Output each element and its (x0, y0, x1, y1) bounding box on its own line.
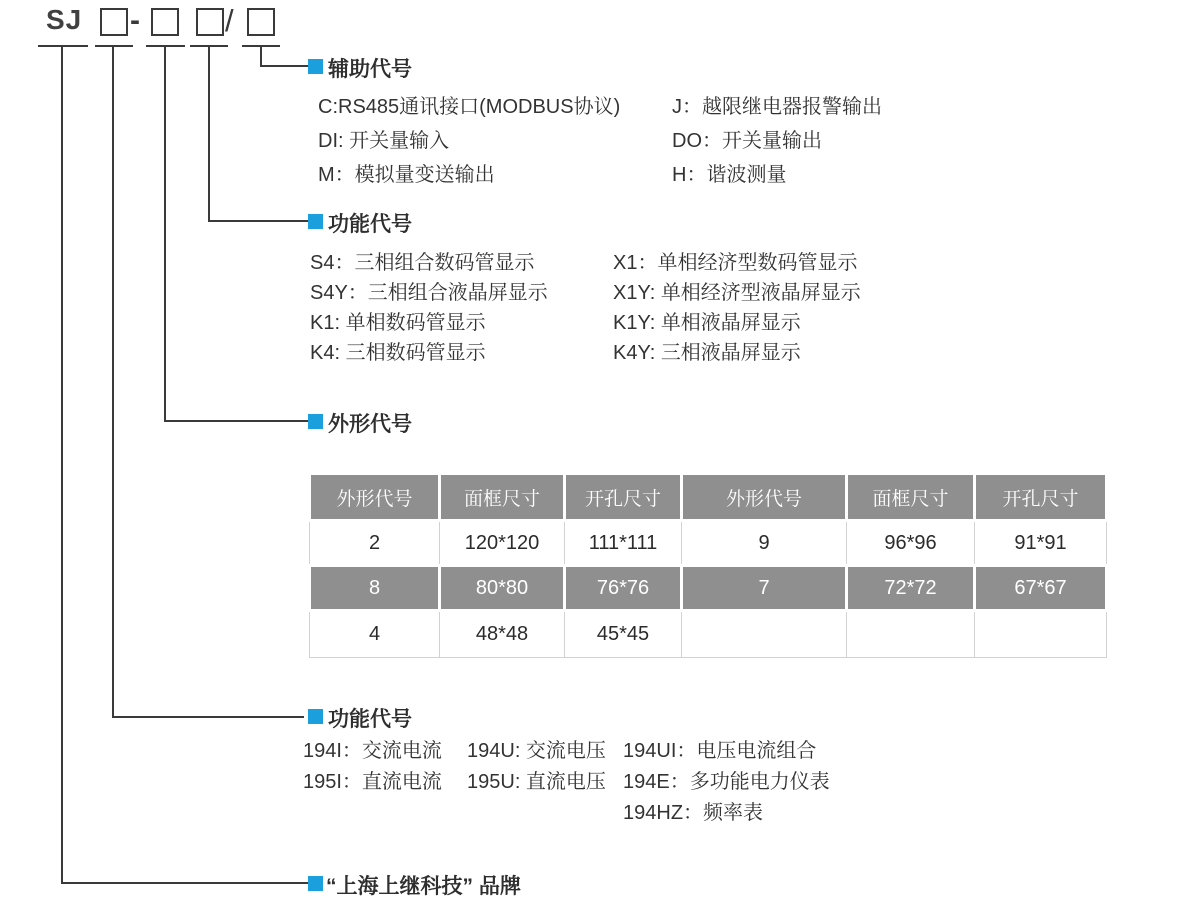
measure-item: 195I：直流电流 (303, 771, 442, 793)
connector-elbow-brand (61, 882, 308, 884)
aux-item: M：模拟量变送输出 (318, 164, 495, 186)
table-row (310, 521, 1107, 566)
model-dash: - (130, 4, 140, 37)
display-item: S4Y：三相组合液晶屏显示 (310, 282, 548, 304)
connector-vline-shape (164, 45, 166, 422)
table-cell: 9 (682, 521, 847, 566)
measure-item: 195U: 直流电压 (467, 771, 606, 793)
bullet-icon-shape (308, 414, 323, 429)
display-item: S4：三相组合数码管显示 (310, 252, 535, 274)
model-slash: / (225, 3, 234, 38)
table-cell: 91*91 (975, 521, 1107, 566)
table-row (310, 611, 1107, 658)
table-header-cell: 面框尺寸 (440, 474, 565, 521)
model-digit-box-3 (196, 8, 224, 36)
table-cell: 80*80 (440, 566, 565, 611)
bullet-icon-display (308, 214, 323, 229)
connector-vline-measure (112, 45, 114, 718)
connector-vline-display (208, 45, 210, 222)
connector-elbow-shape (164, 420, 308, 422)
table-cell: 2 (310, 521, 440, 566)
measure-item (467, 798, 623, 829)
aux-item: C:RS485通讯接口(MODBUS协议) (318, 96, 621, 118)
aux-item: H：谐波测量 (672, 164, 787, 186)
model-digit-box-2 (151, 8, 179, 36)
bullet-icon-aux (308, 59, 323, 74)
table-cell: 8 (310, 566, 440, 611)
table-header-row (310, 474, 1107, 521)
display-item: X1：单相经济型数码管显示 (613, 252, 858, 274)
table-cell (682, 611, 847, 658)
aux-item: DI: 开关量输入 (318, 130, 450, 152)
connector-vline-brand (61, 45, 63, 884)
table-header-cell: 开孔尺寸 (565, 474, 682, 521)
connector-tbar-box1 (95, 45, 133, 47)
brand-label: “上海上继科技” 品牌 (326, 875, 521, 898)
table-cell: 72*72 (847, 566, 975, 611)
model-digit-box-4 (247, 8, 275, 36)
bullet-icon-measure (308, 709, 323, 724)
connector-elbow-display (208, 220, 308, 222)
measure-item: 194E：多功能电力仪表 (623, 771, 830, 793)
table-header-cell: 开孔尺寸 (975, 474, 1107, 521)
connector-elbow-aux (260, 65, 308, 67)
table-cell: 111*111 (565, 521, 682, 566)
table-header-cell: 面框尺寸 (847, 474, 975, 521)
measure-item: 194HZ：频率表 (623, 802, 764, 824)
connector-elbow-measure (112, 716, 304, 718)
table-cell: 96*96 (847, 521, 975, 566)
measure-item: 194UI：电压电流组合 (623, 740, 817, 762)
section-title-measure: 功能代号 (328, 708, 412, 731)
table-cell: 45*45 (565, 611, 682, 658)
aux-item-list (318, 90, 882, 192)
shape-code-table (308, 472, 1108, 658)
table-cell (975, 611, 1107, 658)
display-item: X1Y: 单相经济型液晶屏显示 (613, 282, 861, 304)
table-cell: 48*48 (440, 611, 565, 658)
table-cell: 76*76 (565, 566, 682, 611)
bullet-icon-brand (308, 876, 323, 891)
table-cell (847, 611, 975, 658)
display-item: K4: 三相数码管显示 (310, 342, 486, 364)
connector-vline-aux (260, 45, 262, 67)
table-row (310, 566, 1107, 611)
table-header-cell: 外形代号 (310, 474, 440, 521)
table-cell: 7 (682, 566, 847, 611)
display-item-list (310, 248, 861, 368)
section-title-display: 功能代号 (328, 213, 412, 236)
display-item: K4Y: 三相液晶屏显示 (613, 342, 801, 364)
measure-item-list (303, 736, 830, 829)
model-prefix: SJ (46, 4, 83, 35)
section-title-shape: 外形代号 (328, 413, 412, 436)
table-cell: 120*120 (440, 521, 565, 566)
aux-item: DO：开关量输出 (672, 130, 822, 152)
display-item: K1Y: 单相液晶屏显示 (613, 312, 801, 334)
display-item: K1: 单相数码管显示 (310, 312, 486, 334)
table-cell: 4 (310, 611, 440, 658)
measure-item: 194I：交流电流 (303, 740, 442, 762)
model-digit-box-1 (100, 8, 128, 36)
connector-tbar-prefix (38, 45, 88, 47)
section-title-aux: 辅助代号 (328, 58, 412, 81)
table-header-cell: 外形代号 (682, 474, 847, 521)
measure-item (303, 798, 467, 829)
measure-item: 194U: 交流电压 (467, 740, 606, 762)
table-cell: 67*67 (975, 566, 1107, 611)
aux-item: J：越限继电器报警输出 (672, 96, 882, 118)
